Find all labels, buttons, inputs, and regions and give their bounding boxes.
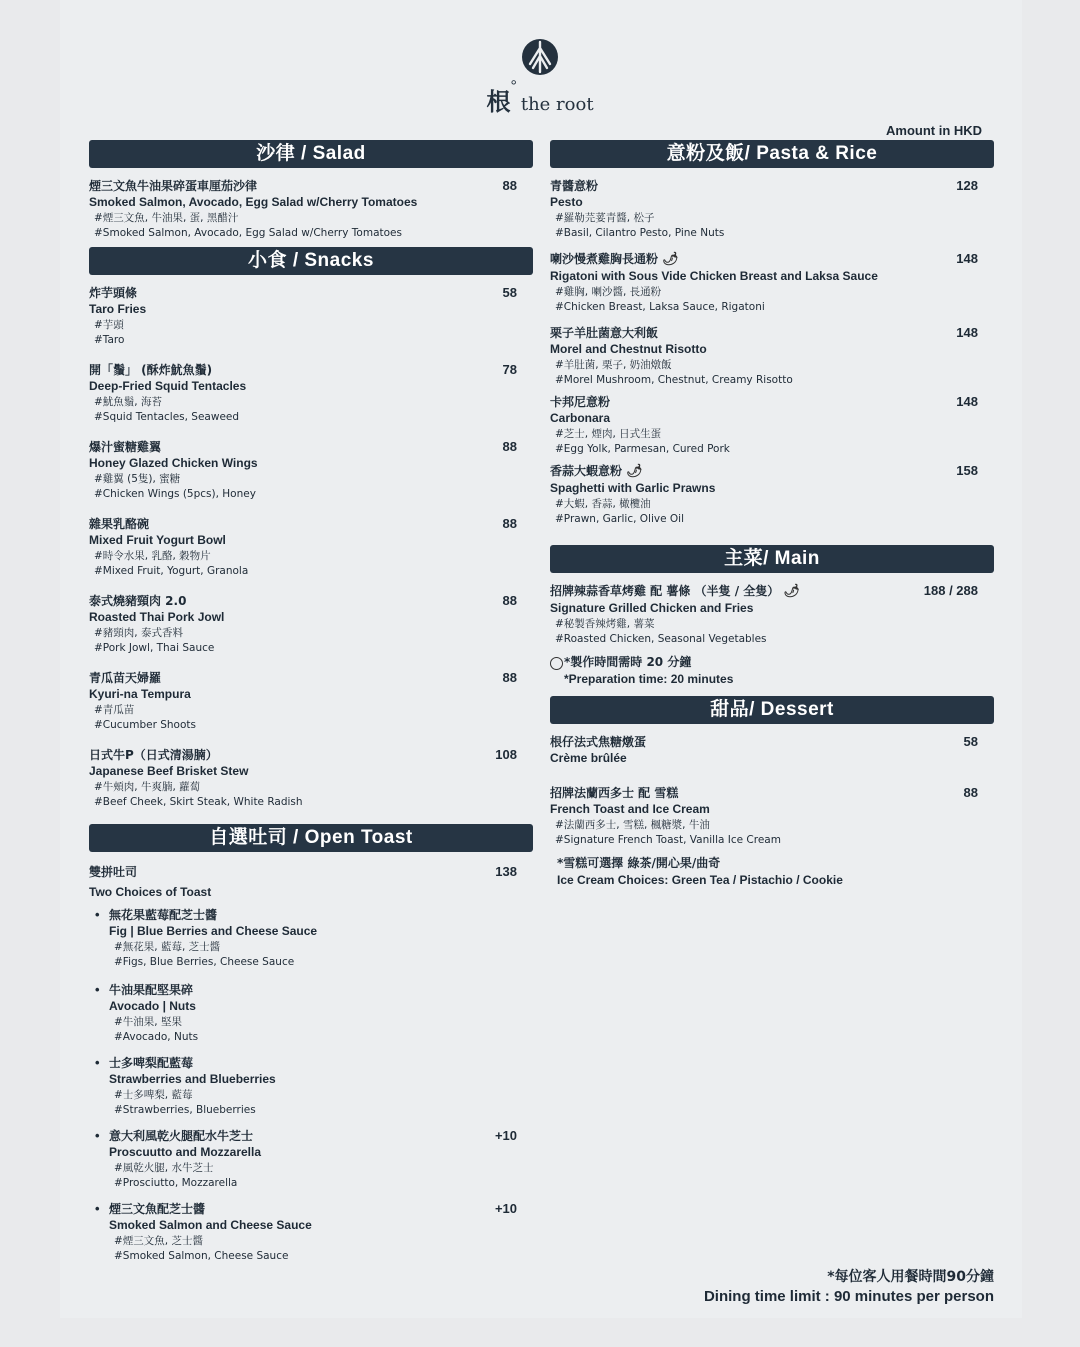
header [0,38,1080,117]
option-tags-cn: #牛油果, 堅果 [114,1016,182,1028]
item-name-en: Mixed Fruit Yogurt Bowl [89,533,226,547]
option-name-en: Smoked Salmon and Cheese Sauce [109,1218,312,1232]
item-price: 78 [502,362,517,377]
menu-item [89,516,533,579]
item-name-en: French Toast and Ice Cream [550,802,710,816]
item-price: 88 [502,516,517,531]
item-tags-en: #Chicken Breast, Laksa Sauce, Rigatoni [555,301,765,313]
item-tags-en: #Taro [94,334,125,346]
item-tags-cn: #雞翼 (5隻), 蜜糖 [94,473,181,485]
menu-item [89,362,533,425]
item-name-cn: 泰式燒豬頸肉 2.0 [89,594,187,608]
option-tags-cn: #無花果, 藍莓, 芝士醬 [114,941,221,953]
prep-note-en: *Preparation time: 20 minutes [564,672,734,686]
item-name-cn: 爆汁蜜糖雞翼 [89,440,162,454]
right-column [550,140,994,887]
menu-item [550,325,994,388]
menu-item [550,394,994,457]
chili-icon: 🌶 [662,252,679,267]
item-tags-cn: #青瓜苗 [94,704,135,716]
item-tags-cn: #雞胸, 喇沙醬, 長通粉 [555,286,662,298]
menu-item [89,593,533,656]
option-name-en: Avocado | Nuts [109,999,196,1013]
item-tags-cn: #芋頭 [94,319,124,331]
item-tags-cn: #芝士, 煙肉, 日式生蛋 [555,428,662,440]
item-price: 88 [502,593,517,608]
option-tags-en: #Prosciutto, Mozzarella [114,1177,238,1189]
item-price: 108 [495,747,517,762]
option-name-cn: 煙三文魚配芝士醬 [109,1202,206,1216]
item-name-cn: 栗子羊肚菌意大利飯 [550,326,659,340]
bullet: • [95,1128,100,1143]
toast-option [89,1055,533,1118]
item-name-en: Kyuri-na Tempura [89,687,191,701]
option-name-en: Strawberries and Blueberries [109,1072,276,1086]
timer-icon [550,657,563,670]
section-header-snacks: 小食 / Snacks [89,247,533,275]
menu-item [550,785,994,848]
toast-option [89,907,533,970]
item-tags-cn: #大蝦, 香蒜, 橄欖油 [555,498,651,510]
option-tags-en: #Strawberries, Blueberries [114,1104,256,1116]
dining-time-note [704,1266,994,1305]
menu-item [89,285,533,348]
item-name-cn: 香蒜大蝦意粉 [550,464,623,478]
item-price: 58 [502,285,517,300]
chili-icon: 🌶 [783,584,800,599]
item-name-en: Honey Glazed Chicken Wings [89,456,258,470]
option-name-cn: 牛油果配堅果碎 [109,983,194,997]
prep-note-cn: *製作時間需時 20 分鐘 [564,655,692,669]
section-header-dessert: 甜品/ Dessert [550,696,994,724]
item-price: 58 [963,734,978,749]
item-price: 88 [502,439,517,454]
toast-option [89,1201,533,1264]
section-header-toast: 自選吐司 / Open Toast [89,824,533,852]
menu-item [89,864,533,901]
section-header-main: 主菜/ Main [550,545,994,573]
item-tags-cn: #時令水果, 乳酪, 穀物片 [94,550,211,562]
item-price: 148 [956,394,978,409]
option-tags-cn: #煙三文魚, 芝士醬 [114,1235,203,1247]
section-header-pasta: 意粉及飯/ Pasta & Rice [550,140,994,168]
bullet: • [95,982,100,997]
item-name-cn: 煙三文魚牛油果碎蛋車厘茄沙律 [89,179,258,193]
option-name-en: Fig | Blue Berries and Cheese Sauce [109,924,318,938]
option-name-cn: 士多啤梨配藍莓 [109,1056,194,1070]
item-tags-cn: #魷魚鬚, 海苔 [94,396,162,408]
left-column [89,140,533,1264]
item-tags-en: #Mixed Fruit, Yogurt, Granola [94,565,249,577]
item-tags-cn: #法蘭西多士, 雪糕, 楓糖漿, 牛油 [555,819,710,831]
item-price: 148 [956,325,978,340]
item-name-cn: 青瓜苗天婦羅 [89,671,162,685]
item-tags-en: #Beef Cheek, Skirt Steak, White Radish [94,796,303,808]
toast-option [89,1128,533,1191]
item-name-en: Deep-Fried Squid Tentacles [89,379,247,393]
item-price: 148 [956,251,978,266]
item-name-en: Pesto [550,195,583,209]
item-price: 88 [502,670,517,685]
option-name-cn: 意大利風乾火腿配水牛芝士 [109,1129,254,1143]
item-tags-en: #Smoked Salmon, Avocado, Egg Salad w/Cherry Tomatoes [94,227,402,239]
menu-item [89,439,533,502]
option-tags-en: #Figs, Blue Berries, Cheese Sauce [114,956,295,968]
item-tags-cn: #羊肚菌, 栗子, 奶油燉飯 [555,359,672,371]
item-name-en: Roasted Thai Pork Jowl [89,610,225,624]
brand-degree: ° [510,78,517,95]
menu-item [89,178,533,241]
item-name-cn: 雜果乳酪碗 [89,517,150,531]
item-tags-en: #Chicken Wings (5pcs), Honey [94,488,256,500]
item-name-cn: 青醬意粉 [550,179,599,193]
option-tags-cn: #士多啤梨, 藍莓 [114,1089,193,1101]
item-tags-en: #Signature French Toast, Vanilla Ice Cream [555,834,781,846]
item-name-en: Smoked Salmon, Avocado, Egg Salad w/Cherry Tomatoes [89,195,418,209]
item-tags-en: #Pork Jowl, Thai Sauce [94,642,215,654]
item-tags-cn: #秘製香辣烤雞, 薯菜 [555,618,655,630]
item-name-cn: 喇沙慢煮雞胸長通粉 [550,252,659,266]
ice-cream-choice-cn: *雪糕可選擇 綠茶/開心果/曲奇 [557,856,721,870]
item-name-cn: 招牌法蘭西多士 配 雪糕 [550,786,679,800]
item-tags-cn: #羅勒芫荽青醬, 松子 [555,212,655,224]
amount-note: Amount in HKD [886,123,983,138]
item-name-cn: 雙拼吐司 [89,865,138,879]
option-name-en: Proscuutto and Mozzarella [109,1145,262,1159]
menu-item [89,747,533,810]
dining-note-cn: *每位客人用餐時間90分鐘 [827,1269,994,1285]
item-tags-en: #Egg Yolk, Parmesan, Cured Pork [555,443,730,455]
item-price: 88 [963,785,978,800]
logo-icon [521,38,559,76]
item-name-cn: 開「鬚」 (酥炸魷魚鬚) [89,363,213,377]
item-price: 158 [956,463,978,478]
item-name-en: Spaghetti with Garlic Prawns [550,481,716,495]
item-price: 138 [495,864,517,879]
option-price: +10 [494,1201,517,1216]
brand-name [0,78,1080,117]
item-name-en: Signature Grilled Chicken and Fries [550,601,754,615]
menu-item [550,583,994,647]
item-name-en: Carbonara [550,411,611,425]
chili-icon: 🌶 [626,464,643,479]
item-tags-en: #Squid Tentacles, Seaweed [94,411,240,423]
brand-en: the root [520,94,594,115]
menu-item [550,734,994,767]
ice-cream-choice-note [550,854,994,887]
item-name-en: Rigatoni with Sous Vide Chicken Breast and Laksa Sauce [550,269,878,283]
item-tags-cn: #豬頸肉, 泰式香料 [94,627,183,639]
item-name-cn: 根仔法式焦糖燉蛋 [550,735,647,749]
bullet: • [95,907,100,922]
option-price: +10 [494,1128,517,1143]
option-name-cn: 無花果藍莓配芝士醬 [109,908,218,922]
item-name-cn: 卡邦尼意粉 [550,395,611,409]
item-name-en: Crème brûlée [550,751,627,765]
item-tags-en: #Roasted Chicken, Seasonal Vegetables [555,633,767,645]
item-name-en: Morel and Chestnut Risotto [550,342,707,356]
item-tags-en: #Prawn, Garlic, Olive Oil [555,513,684,525]
item-name-en: Taro Fries [89,302,147,316]
ice-cream-choice-en: Ice Cream Choices: Green Tea / Pistachio / Cookie [557,873,843,887]
section-header-salad: 沙律 / Salad [89,140,533,168]
item-tags-en: #Basil, Cilantro Pesto, Pine Nuts [555,227,725,239]
toast-option [89,982,533,1045]
menu-item [89,670,533,733]
item-tags-en: #Cucumber Shoots [94,719,196,731]
option-tags-en: #Smoked Salmon, Cheese Sauce [114,1250,289,1262]
bullet: • [95,1055,100,1070]
prep-time-note [550,653,994,686]
item-name-cn: 日式牛P（日式清湯腩） [89,748,218,762]
item-name-en: Japanese Beef Brisket Stew [89,764,249,778]
item-price: 88 [502,178,517,193]
menu-item [550,251,994,315]
menu-item [550,178,994,241]
item-name-cn: 炸芋頭條 [89,286,138,300]
item-name-en: Two Choices of Toast [89,885,212,899]
item-name-cn: 招牌辣蒜香草烤雞 配 薯條 （半隻 / 全隻） [550,584,780,598]
item-tags-en: #Morel Mushroom, Chestnut, Creamy Risotto [555,374,793,386]
bullet: • [95,1201,100,1216]
option-tags-cn: #風乾火腿, 水牛芝士 [114,1162,214,1174]
dining-note-en: Dining time limit : 90 minutes per person [703,1288,994,1305]
item-price: 128 [956,178,978,193]
brand-cn: 根 [486,88,511,116]
menu-item [550,463,994,527]
item-price: 188 / 288 [923,583,978,598]
item-tags-cn: #煙三文魚, 牛油果, 蛋, 黑醋汁 [94,212,239,224]
option-tags-en: #Avocado, Nuts [114,1031,199,1043]
item-tags-cn: #牛頰肉, 牛爽腩, 蘿蔔 [94,781,201,793]
